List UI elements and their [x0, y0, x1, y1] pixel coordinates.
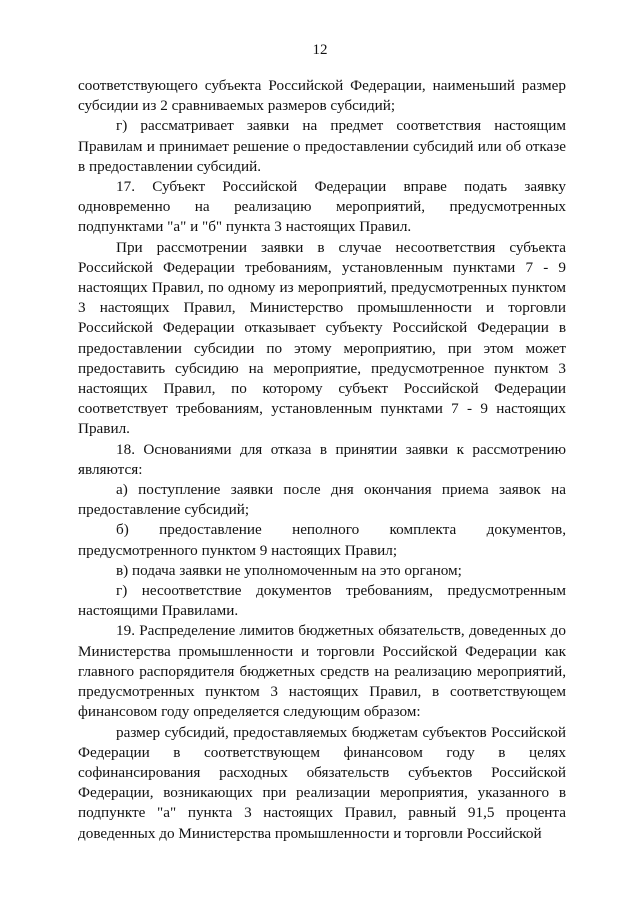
- paragraph: 19. Распределение лимитов бюджетных обязательств, доведенных до Министерства промышленности и торговли Российской Федерации как главного распорядителя бюджетных средств на реализацию мероприятий, предусмотренных пунктом 3 настоящих Правил, в соответствующем финансовом году определяется следующим образом:: [78, 622, 566, 721]
- paragraph: При рассмотрении заявки в случае несоответствия субъекта Российской Федерации требованиям, установленным пунктами 7 - 9 настоящих Правил, по одному из мероприятий, предусмотренных пунктом 3 настоящих Правил, Министерство промышленности и торговли Российской Федерации отказывает субъекту Российской Федерации в предоставлении субсидии по этому мероприятию, при этом может предоставить субсидию на мероприятие, предусмотренное пунктом 3 настоящих Правил, по которому субъект Российской Федерации соответствует требованиям, установленным пунктами 7 - 9 настоящих Правил.: [78, 238, 566, 438]
- paragraph: размер субсидий, предоставляемых бюджетам субъектов Российской Федерации в соответствующем финансовом году в целях софинансирования расходных обязательств субъектов Российской Федерации, возникающих при реализации мероприятия, указанного в подпункте "а" пункта 3 настоящих Правил, равный 91,5 процента доведенных до Министерства промышленности и торговли Российской: [78, 723, 566, 842]
- paragraph: 18. Основаниями для отказа в принятии заявки к рассмотрению являются:: [78, 440, 566, 478]
- page-number: 12: [312, 42, 328, 58]
- paragraph: а) поступление заявки после дня окончания приема заявок на предоставление субсидий;: [78, 481, 566, 519]
- paragraph: г) несоответствие документов требованиям, предусмотренным настоящими Правилами.: [78, 582, 566, 620]
- paragraph: г) рассматривает заявки на предмет соответствия настоящим Правилам и принимает решение о предоставлении субсидий или об отказе в предоставлении субсидий.: [78, 117, 566, 175]
- paragraph: в) подача заявки не уполномоченным на это органом;: [116, 561, 462, 579]
- document-body: [78, 76, 566, 844]
- paragraph: б) предоставление неполного комплекта документов, предусмотренного пунктом 9 настоящих Правил;: [78, 521, 566, 559]
- paragraph: соответствующего субъекта Российской Федерации, наименьший размер субсидии из 2 сравниваемых размеров субсидий;: [78, 77, 566, 115]
- paragraph: 17. Субъект Российской Федерации вправе подать заявку одновременно на реализацию мероприятий, предусмотренных подпунктами "а" и "б" пункта 3 настоящих Правил.: [78, 178, 566, 236]
